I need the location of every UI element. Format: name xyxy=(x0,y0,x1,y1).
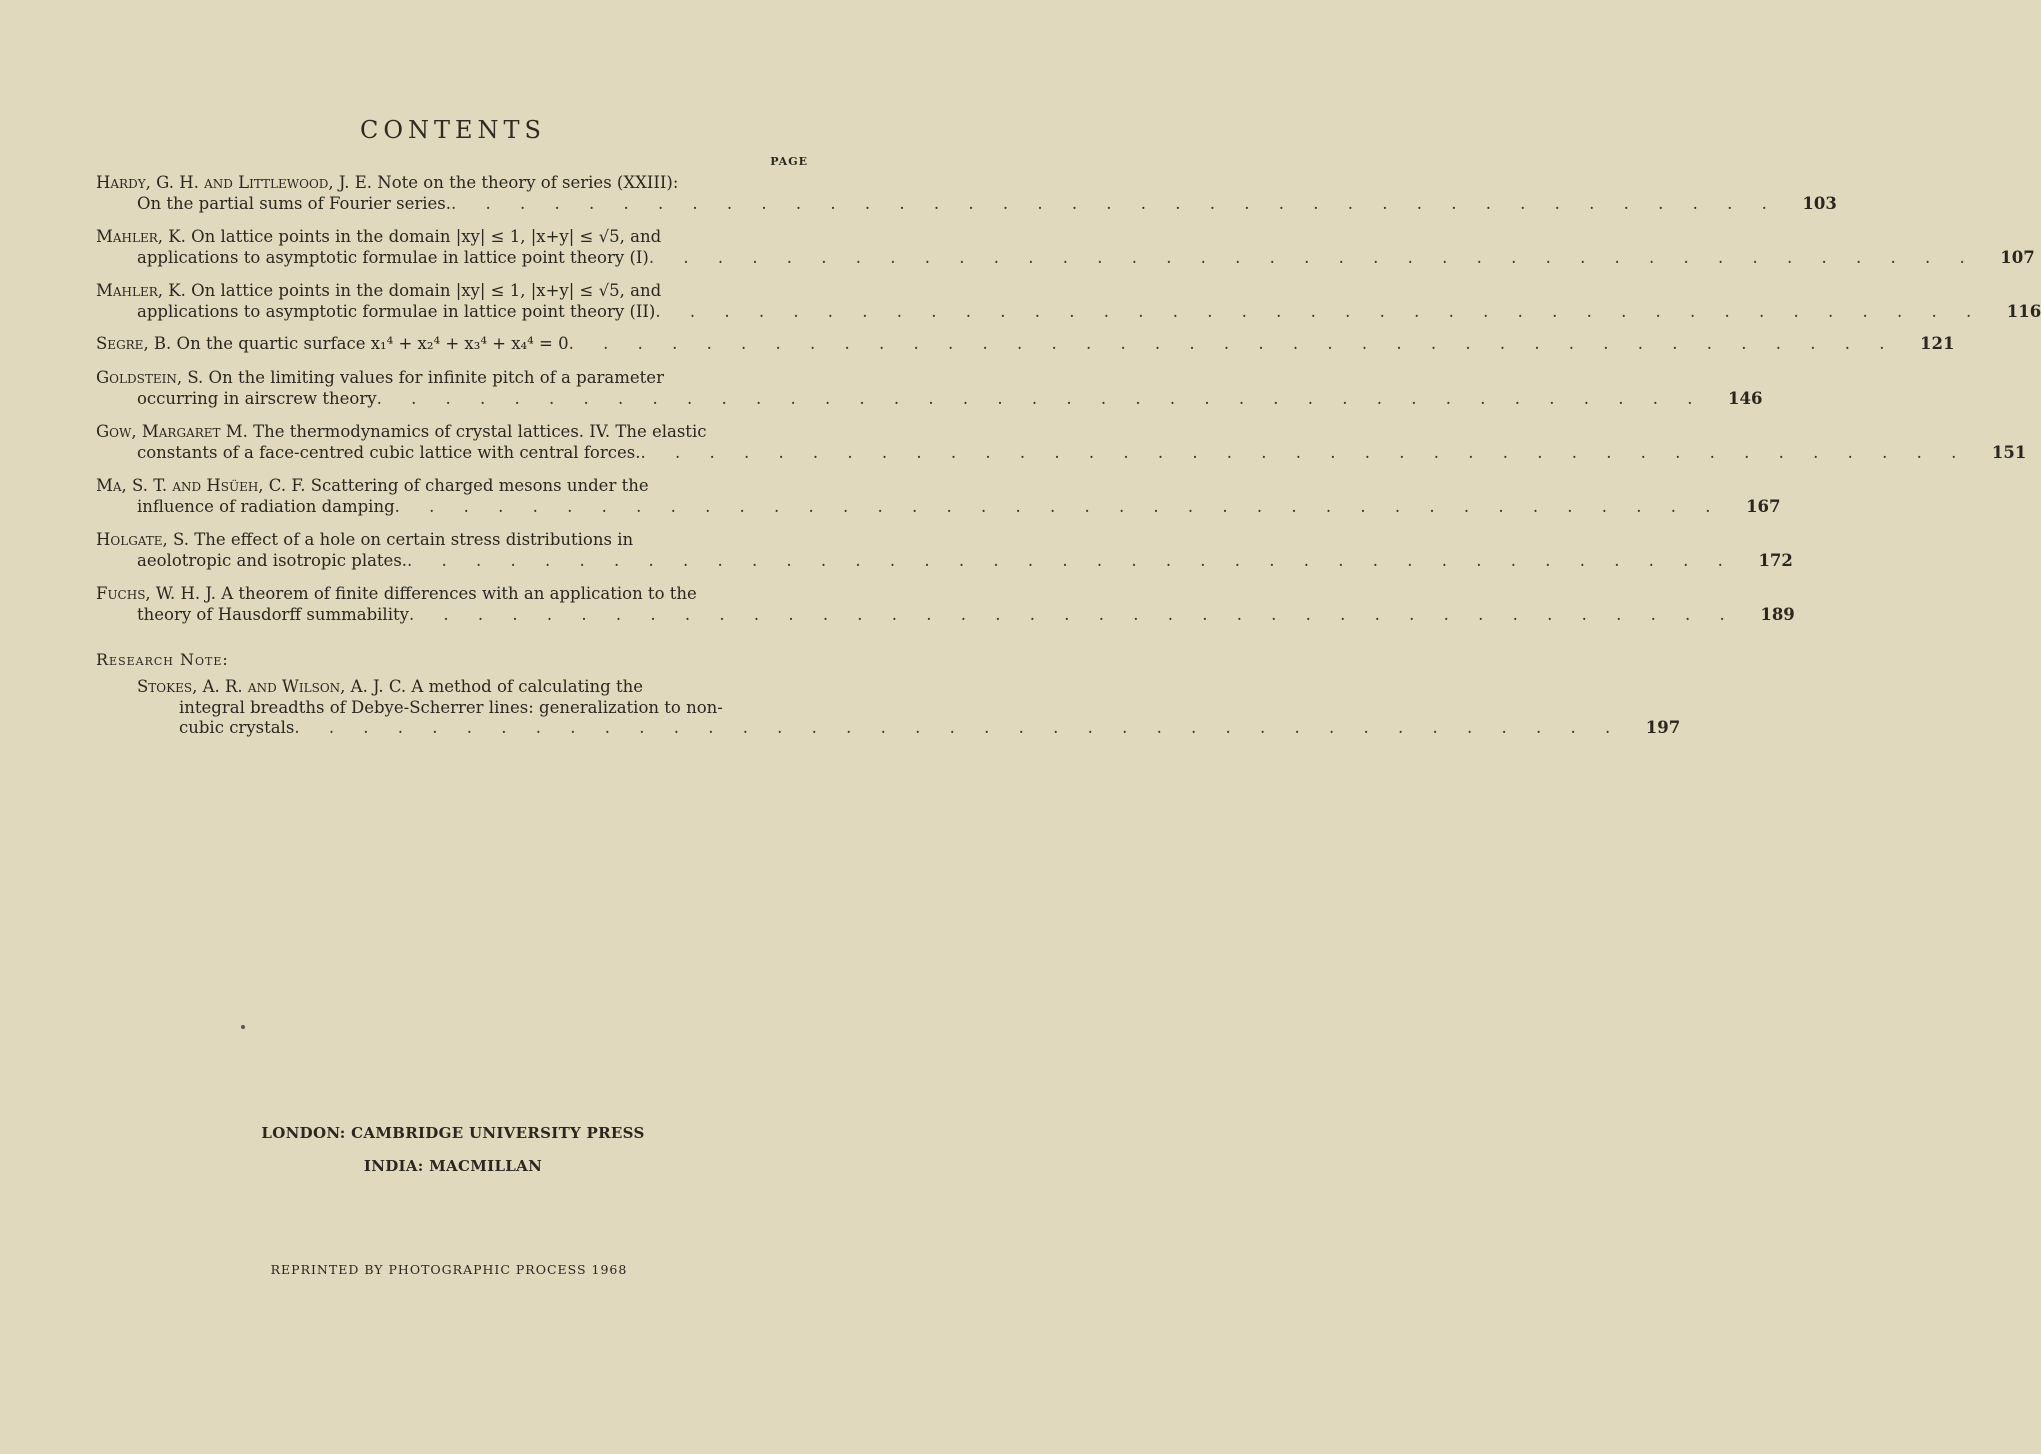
entry-title-continuation: theory of Hausdorff summability xyxy=(137,604,409,624)
entry-author: Mahler, K. xyxy=(96,281,186,300)
entry-title-start: On lattice points in the domain |xy| ≤ 1, |x+y| ≤ √5, and xyxy=(185,227,662,246)
entry-author: Hardy, G. H. and Littlewood, J. E. xyxy=(96,173,373,192)
entry-first-line xyxy=(137,677,747,698)
entry-title-continuation: occurring in airscrew theory xyxy=(137,388,377,408)
entry-title-continuation: cubic crystals xyxy=(179,718,295,737)
entry-page-number: 189 xyxy=(1760,604,1795,624)
entry-page-number: 116 xyxy=(2006,301,2041,321)
entry-title-start: The effect of a hole on certain stress distributions in xyxy=(189,530,634,549)
entry-first-line xyxy=(96,281,747,302)
entry-title-continuation: constants of a face-centred cubic lattice with central forces. xyxy=(137,442,641,462)
entry-title-start: On the quartic surface x₁⁴ + x₂⁴ + x₃⁴ + x₄⁴ = 0 xyxy=(171,334,569,353)
entry-author: Segre, B. xyxy=(96,334,172,353)
toc-entry xyxy=(96,368,1763,409)
entry-first-line xyxy=(96,334,569,355)
leader-dots: . . . . . . . . . . . . . . . . . . . . . . . . . . . . . . . . . . . . . . . xyxy=(294,718,1623,737)
entry-author: Mahler, K. xyxy=(96,227,186,246)
entry-author: Ma, S. T. and Hsüeh, C. F. xyxy=(96,476,306,495)
entry-author: Stokes, A. R. and Wilson, A. J. C. xyxy=(137,677,407,696)
entry-title-continuation: influence of radiation damping xyxy=(137,496,395,516)
entry-title-continuation: integral breadths of Debye-Scherrer lines: generalization to non- xyxy=(179,697,723,717)
entry-author: Gow, Margaret M. xyxy=(96,422,248,441)
entry-title-start: A method of calculating the xyxy=(406,677,643,696)
entry-page-number: 103 xyxy=(1802,193,1837,213)
entry-page-number: 107 xyxy=(2000,247,2035,267)
entry-title-start: Scattering of charged mesons under the xyxy=(305,476,649,495)
entry-title-continuation: On the partial sums of Fourier series. xyxy=(137,193,451,213)
leader-dots: . . . . . . . . . . . . . . . . . . . . . . . . . . . . . . . . . . . . . . . xyxy=(408,604,1737,624)
entry-page-number: 172 xyxy=(1758,550,1793,570)
entry-first-line xyxy=(96,173,747,194)
entry-first-line xyxy=(96,530,747,551)
toc-entry xyxy=(96,173,1837,214)
entry-first-line xyxy=(96,368,747,389)
entry-title-start: On lattice points in the domain |xy| ≤ 1, |x+y| ≤ √5, and xyxy=(185,281,662,300)
entry-page-number: 121 xyxy=(1920,334,1955,353)
entry-author: Goldstein, S. xyxy=(96,368,204,387)
entry-author: Holgate, S. xyxy=(96,530,190,549)
leader-dots: . . . . . . . . . . . . . . . . . . . . . . . . . . . . . . . . . . . . . . . xyxy=(394,496,1723,516)
entry-page-number: 146 xyxy=(1727,388,1763,408)
entry-page-number: 167 xyxy=(1746,496,1781,516)
entry-author: Fuchs, W. H. J. xyxy=(96,584,216,603)
toc-entry xyxy=(96,227,2035,268)
page-title: CONTENTS xyxy=(359,116,546,144)
publisher-line: INDIA: MACMILLAN xyxy=(363,1157,543,1175)
leader-dots: . . . . . . . . . . . . . . . . . . . . . . . . . . . . . . . . . . . . . . . xyxy=(655,301,1984,321)
entry-page-number: 151 xyxy=(1991,442,2027,462)
toc-entry xyxy=(96,281,2041,322)
entry-title-continuation: applications to asymptotic formulae in lattice point theory (I) xyxy=(137,247,649,267)
page-column-header: PAGE xyxy=(770,155,808,168)
toc-entry xyxy=(96,422,2027,463)
entry-first-line xyxy=(96,227,747,248)
entry-title-start: The thermodynamics of crystal lattices. IV. The elastic xyxy=(247,422,707,441)
reprint-note: REPRINTED BY PHOTOGRAPHIC PROCESS 1968 xyxy=(270,1262,628,1277)
toc-entry xyxy=(96,476,1781,517)
entry-title-continuation: aeolotropic and isotropic plates. xyxy=(137,550,408,570)
toc-entry xyxy=(96,530,1793,571)
entry-first-line xyxy=(96,422,747,443)
leader-dots: . . . . . . . . . . . . . . . . . . . . . . . . . . . . . . . . . . . . . . . xyxy=(568,334,1897,353)
toc-entry xyxy=(96,584,1795,625)
leader-dots: . . . . . . . . . . . . . . . . . . . . . . . . . . . . . . . . . . . . . . . xyxy=(407,550,1735,570)
toc-entry xyxy=(96,334,1955,355)
leader-dots: . . . . . . . . . . . . . . . . . . . . . . . . . . . . . . . . . . . . . . . xyxy=(451,193,1779,213)
entry-title-start: Note on the theory of series (XXIII): xyxy=(372,173,679,192)
research-note-entry xyxy=(137,677,1681,739)
publisher-line: LONDON: CAMBRIDGE UNIVERSITY PRESS xyxy=(261,1124,645,1142)
entry-first-line xyxy=(96,476,747,497)
leader-dots: . . . . . . . . . . . . . . . . . . . . . . . . . . . . . . . . . . . . . . . xyxy=(376,388,1705,408)
research-note-heading: Research Note: xyxy=(96,650,229,669)
print-speck xyxy=(241,1025,245,1029)
leader-dots: . . . . . . . . . . . . . . . . . . . . . . . . . . . . . . . . . . . . . . . xyxy=(648,247,1977,267)
entry-title-start: On the limiting values for infinite pitch of a parameter xyxy=(203,368,664,387)
entry-title-start: A theorem of finite differences with an application to the xyxy=(215,584,697,603)
entry-page-number: 197 xyxy=(1645,718,1681,737)
entry-title-continuation: applications to asymptotic formulae in lattice point theory (II) xyxy=(137,301,656,321)
leader-dots: . . . . . . . . . . . . . . . . . . . . . . . . . . . . . . . . . . . . . . . xyxy=(640,442,1969,462)
entry-first-line xyxy=(96,584,747,605)
